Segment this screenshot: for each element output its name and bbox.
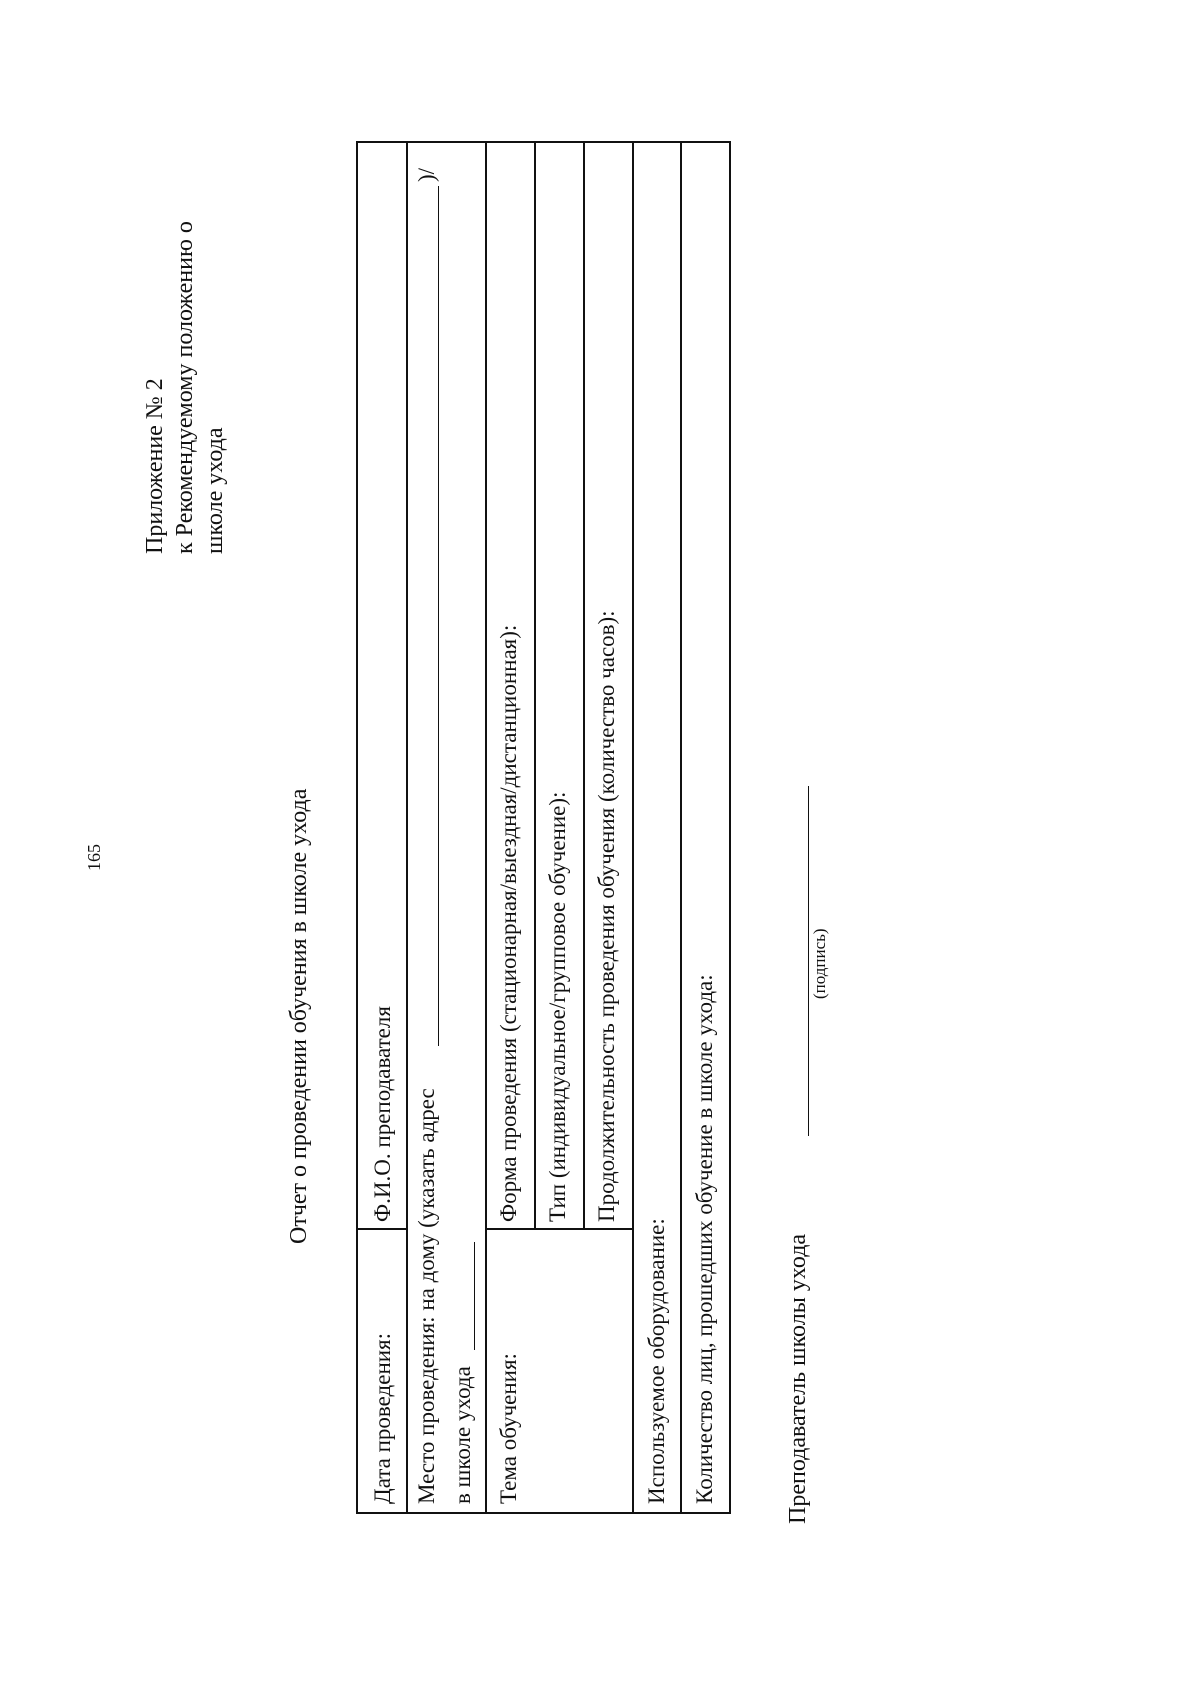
place-label: Место проведения: на дому (указать адрес: [414, 1088, 439, 1504]
count-label: Количество лиц, прошедших обучение в школе ухода:: [692, 974, 717, 1504]
equipment-label: Используемое оборудование:: [644, 1218, 669, 1504]
document-title: Отчет о проведении обучения в школе ухода: [286, 788, 312, 1244]
teacher-fio-label: Ф.И.О. преподавателя: [370, 1006, 395, 1222]
topic-label: Тема обучения:: [496, 1353, 521, 1504]
signature-line[interactable]: [808, 786, 809, 1136]
row-divider: [632, 143, 634, 1512]
appendix-line-2: к Рекомендуемому положению о: [172, 221, 198, 554]
teacher-signature-label: Преподаватель школы ухода: [785, 1233, 811, 1524]
form-label: Форма проведения (стационарная/выездная/дистанционная):: [496, 624, 521, 1222]
column-divider: [358, 1228, 406, 1230]
subrow-divider: [534, 143, 536, 1230]
date-label: Дата проведения:: [370, 1332, 395, 1504]
place-school-label: в школе ухода: [450, 1366, 475, 1504]
address-input-line[interactable]: [438, 186, 439, 1046]
school-input-line[interactable]: [474, 1242, 475, 1350]
appendix-line-3: школе ухода: [202, 427, 228, 554]
type-label: Тип (индивидуальное/групповое обучение):: [545, 791, 570, 1222]
appendix-block: [140, 221, 230, 554]
row-divider: [485, 143, 487, 1512]
duration-label: Продолжительность проведения обучения (количество часов):: [594, 610, 619, 1222]
subrow-divider: [583, 143, 585, 1230]
signature-caption: (подпись): [810, 928, 829, 999]
row-divider: [406, 143, 408, 1512]
report-table: [356, 141, 731, 1514]
appendix-line-1: Приложение № 2: [142, 378, 168, 554]
place-suffix: )/: [414, 167, 439, 182]
column-divider: [485, 1228, 632, 1230]
page-number: 165: [84, 844, 104, 871]
row-divider: [680, 143, 682, 1512]
